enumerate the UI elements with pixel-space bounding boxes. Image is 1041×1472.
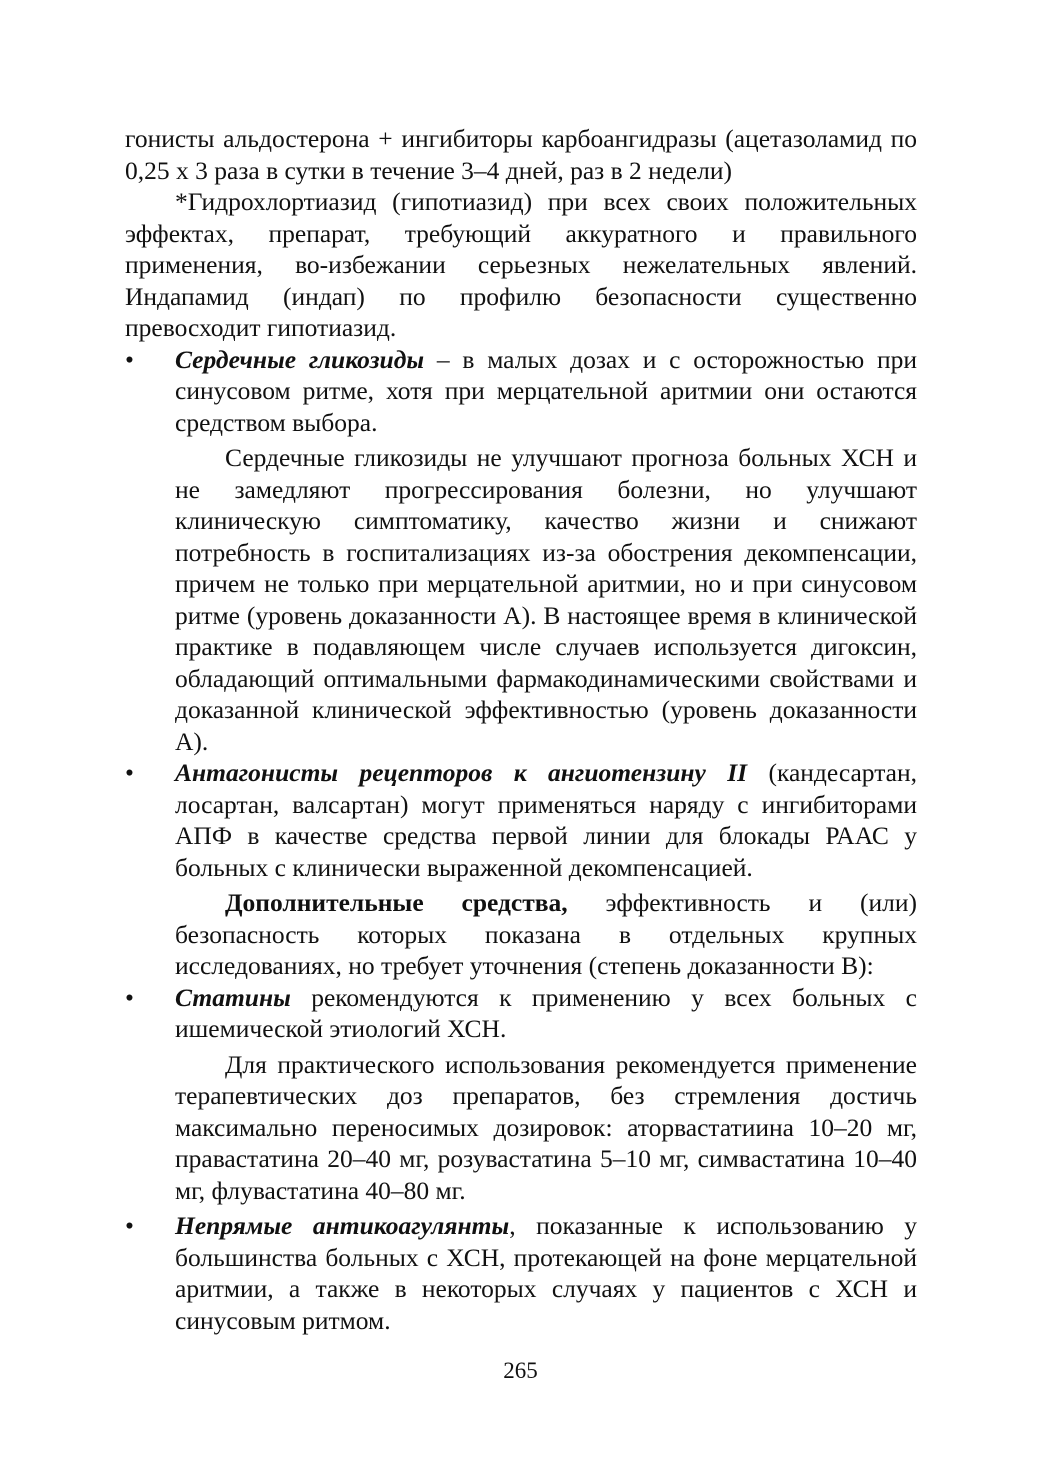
list-item-anticoagulants	[125, 1210, 917, 1336]
paragraph-hydrochlorothiazide-note: *Гидрохлортиазид (гипотиазид) при всех своих положительных эффектах, препарат, требующий аккуратного и правильного применения, во-избежании серьезных нежелательных явлений. Индапамид (индап) по профилю безопасности существенно превосходит гипотиазид.	[125, 187, 917, 342]
list-item-statins	[125, 982, 917, 1045]
paragraph-statins-detail: Для практического использования рекомендуется применение терапевтических доз препаратов, без стремления достичь максимально переносимых дозировок: аторвастатиина 10–20 мг, правастатина 20–40 мг, розувастатина 5–10 мг, симвастатина 10–40 мг, флувастатина 40–80 мг.	[175, 1049, 917, 1205]
list-item-text: , показанные к использованию у большинства больных с ХСН, протекающей на фоне мерцательной аритмии, а также в некоторых случаях у пациентов с ХСН и синусовым ритмом.	[175, 1211, 917, 1335]
term-arb: Антагонисты рецепторов к ангиотензину II	[175, 758, 748, 787]
bullet-marker: •	[125, 758, 134, 787]
bullet-marker: •	[125, 344, 134, 374]
term-anticoagulants: Непрямые антикоагулянты	[175, 1211, 510, 1240]
list-item-arb	[125, 757, 917, 883]
term-cardiac-glycosides: Сердечные гликозиды	[175, 344, 425, 374]
paragraph-glycosides-detail: Сердечные гликозиды не улучшают прогноза больных ХСН и не замедляют прогрессирования болезни, но улучшают клиническую симптоматику, качество жизни и снижают потребность в госпитализациях из-за обострения декомпенсации, причем не только при мерцательной аритмии, но и при синусовом ритме (уровень доказанности А). В настоящее время в клинической практике в подавляющем числе случаев используется дигоксин, обладающий оптимальными фармакодинамическими свойствами и доказанной клинической эффективностью (уровень доказанности А).	[175, 443, 917, 756]
paragraph-text: эффективность и (или) безопасность которых показана в отдельных крупных исследованиях, но требует уточнения (степень доказанности В):	[175, 888, 917, 980]
list-item-text: (кандесартан, лосартан, валсартан) могут применяться наряду с ингибиторами АПФ в качестве средства первой линии для блокады РААС у больных с клинически выраженной декомпенсацией.	[175, 758, 918, 882]
term-statins: Статины	[175, 982, 291, 1012]
list-item-text: – в малых дозах и с осторожностью при синусовом ритме, хотя при мерцательной аритмии они остаются средством выбора.	[175, 344, 917, 437]
bullet-marker: •	[125, 1211, 134, 1240]
page-body	[125, 123, 917, 1336]
term-additional-agents: Дополнительные средства,	[225, 888, 568, 917]
paragraph-additional-agents	[125, 887, 917, 982]
list-item-text: рекомендуются к применению у всех больных с ишемической этиологий ХСН.	[175, 982, 917, 1043]
page-number: 265	[503, 1358, 538, 1383]
bullet-marker: •	[125, 982, 134, 1012]
list-item-cardiac-glycosides	[125, 344, 917, 439]
paragraph-continuation: гонисты альдостерона + ингибиторы карбоангидразы (ацетазоламид по 0,25 х 3 раза в сутки в течение 3–4 дней, раз в 2 недели)	[125, 124, 917, 185]
